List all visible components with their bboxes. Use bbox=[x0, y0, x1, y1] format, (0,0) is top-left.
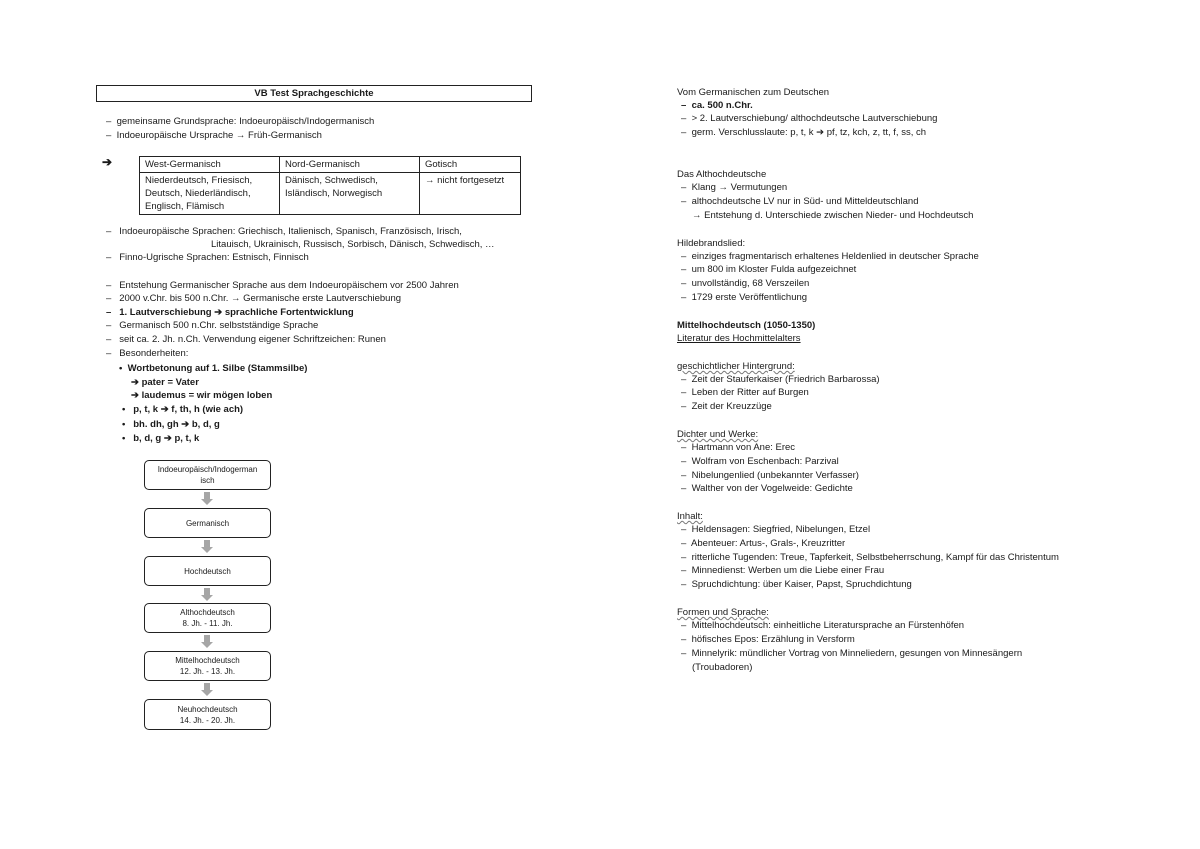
list-item: – unvollständig, 68 Verszeilen bbox=[681, 278, 810, 289]
list-item: – einziges fragmentarisch erhaltenes Heldenlied in deutscher Sprache bbox=[681, 251, 979, 262]
sub-list-item: • bh. dh, gh ➔ b, d, g bbox=[122, 419, 220, 430]
list-item: – Indoeuropäische Sprachen: Griechisch, Italienisch, Spanisch, Französisch, Irisch, bbox=[106, 226, 462, 237]
list-item-continuation: Litauisch, Ukrainisch, Russisch, Sorbisch, Dänisch, Schwedisch, … bbox=[211, 239, 495, 250]
list-item: – Zeit der Kreuzzüge bbox=[681, 401, 772, 412]
list-item: – Walther von der Vogelweide: Gedichte bbox=[681, 483, 853, 494]
list-item-continuation: → Entstehung d. Unterschiede zwischen Nieder- und Hochdeutsch bbox=[692, 210, 974, 221]
sub-list-item: • p, t, k ➔ f, th, h (wie ach) bbox=[122, 404, 244, 415]
table-cell: → nicht fortgesetzt bbox=[420, 173, 521, 215]
flow-arrow-icon bbox=[201, 540, 213, 553]
list-item: – Spruchdichtung: über Kaiser, Papst, Spruchdichtung bbox=[681, 579, 912, 590]
flow-arrow-icon bbox=[201, 492, 213, 505]
section-subheading: Literatur des Hochmittelalters bbox=[677, 333, 801, 344]
table-header: Gotisch bbox=[420, 157, 521, 173]
sub-list-item: ➔ laudemus = wir mögen loben bbox=[131, 390, 273, 401]
list-item: – germ. Verschlusslaute: p, t, k ➔ pf, tz, kch, z, tt, f, ss, ch bbox=[681, 127, 927, 138]
document-title: VB Test Sprachgeschichte bbox=[96, 85, 532, 102]
list-item: – Mittelhochdeutsch: einheitliche Literatursprache an Fürstenhöfen bbox=[681, 620, 965, 631]
flow-box-label: Germanisch bbox=[185, 518, 230, 528]
sub-list-item: • b, d, g ➔ p, t, k bbox=[122, 433, 200, 444]
list-item: – seit ca. 2. Jh. n.Ch. Verwendung eigener Schriftzeichen: Runen bbox=[106, 334, 386, 345]
list-item: – althochdeutsche LV nur in Süd- und Mitteldeutschland bbox=[681, 196, 919, 207]
section-heading: Das Althochdeutsche bbox=[677, 169, 767, 180]
flow-box-label: 14. Jh. - 20. Jh. bbox=[179, 715, 236, 725]
flow-box-label: Neuhochdeutsch bbox=[177, 704, 238, 714]
list-item: – Minnedienst: Werben um die Liebe einer Frau bbox=[681, 565, 885, 576]
section-heading: Dichter und Werke: bbox=[677, 429, 759, 440]
list-item: – ca. 500 n.Chr. bbox=[681, 100, 753, 111]
list-item: – Germanisch 500 n.Chr. selbstständige Sprache bbox=[106, 320, 319, 331]
sub-list-item: • Wortbetonung auf 1. Silbe (Stammsilbe) bbox=[119, 363, 308, 374]
table-cell: Niederdeutsch, Friesisch, Deutsch, Niederländisch, Englisch, Flämisch bbox=[140, 173, 280, 215]
section-heading: Vom Germanischen zum Deutschen bbox=[677, 87, 830, 98]
sub-list-item: ➔ pater = Vater bbox=[131, 377, 199, 388]
list-item: – Leben der Ritter auf Burgen bbox=[681, 387, 809, 398]
list-item: – Minnelyrik: mündlicher Vortrag von Minneliedern, gesungen von Minnesängern bbox=[681, 648, 1023, 659]
flow-box-label: Mittelhochdeutsch bbox=[175, 656, 240, 665]
flow-box-neuhochdeutsch bbox=[144, 699, 271, 730]
list-item: – Finno-Ugrische Sprachen: Estnisch, Finnisch bbox=[106, 252, 309, 263]
list-item: – 2000 v.Chr. bis 500 n.Chr. → Germanische erste Lautverschiebung bbox=[106, 293, 402, 304]
flow-box-label: 8. Jh. - 11. Jh. bbox=[182, 619, 233, 628]
section-heading: geschichtlicher Hintergrund: bbox=[677, 361, 795, 372]
language-table bbox=[139, 156, 521, 215]
list-item: – Entstehung Germanischer Sprache aus dem Indoeuropäischem vor 2500 Jahren bbox=[106, 280, 459, 291]
list-item: – Besonderheiten: bbox=[106, 348, 189, 359]
list-item: – > 2. Lautverschiebung/ althochdeutsche Lautverschiebung bbox=[681, 113, 938, 124]
list-item: – Zeit der Stauferkaiser (Friedrich Barbarossa) bbox=[681, 374, 880, 385]
section-heading: Mittelhochdeutsch (1050-1350) bbox=[677, 320, 816, 331]
flow-box-label: Althochdeutsch bbox=[180, 608, 235, 617]
list-item: – Klang → Vermutungen bbox=[681, 182, 788, 193]
list-item: – Hartmann von Ane: Erec bbox=[681, 442, 796, 453]
flow-box-germanisch bbox=[144, 508, 271, 538]
section-heading: Formen und Sprache: bbox=[677, 607, 769, 618]
list-item: – 1. Lautverschiebung ➔ sprachliche Fortentwicklung bbox=[106, 307, 354, 318]
table-cell: Dänisch, Schwedisch, Isländisch, Norwegisch bbox=[280, 173, 420, 215]
list-item: – ritterliche Tugenden: Treue, Tapferkeit, Selbstbeherrschung, Kampf für das Christentum bbox=[681, 552, 1059, 563]
table-header: Nord-Germanisch bbox=[280, 157, 420, 173]
flow-arrow-icon bbox=[201, 635, 213, 648]
section-heading: Hildebrandslied: bbox=[677, 238, 746, 249]
flow-box-hochdeutsch bbox=[144, 556, 271, 586]
list-item: – Nibelungenlied (unbekannter Verfasser) bbox=[681, 470, 859, 481]
list-item: – gemeinsame Grundsprache: Indoeuropäisch/Indogermanisch bbox=[106, 116, 375, 127]
table-arrow-icon: ➔ bbox=[102, 155, 113, 169]
flow-arrow-icon bbox=[201, 588, 213, 601]
list-item: – Indoeuropäische Ursprache → Früh-Germanisch bbox=[106, 130, 322, 141]
flow-arrow-icon bbox=[201, 683, 213, 696]
flow-box-label: Indoeuropäisch/Indogerman bbox=[157, 465, 258, 474]
list-item: – Abenteuer: Artus-, Grals-, Kreuzritter bbox=[681, 538, 846, 549]
list-item: – 1729 erste Veröffentlichung bbox=[681, 292, 808, 303]
flow-box-label: Hochdeutsch bbox=[184, 566, 231, 576]
list-item: – um 800 im Kloster Fulda aufgezeichnet bbox=[681, 264, 857, 275]
section-heading: Inhalt: bbox=[677, 511, 703, 522]
flow-box-althochdeutsch bbox=[144, 603, 271, 633]
list-item: – höfisches Epos: Erzählung in Versform bbox=[681, 634, 855, 645]
flow-box-indoeuropaeisch bbox=[144, 460, 271, 490]
flow-box-label: isch bbox=[200, 476, 215, 485]
table-header: West-Germanisch bbox=[140, 157, 280, 173]
list-item-continuation: (Troubadoren) bbox=[692, 662, 753, 673]
list-item: – Heldensagen: Siegfried, Nibelungen, Etzel bbox=[681, 524, 871, 535]
flow-box-label: 12. Jh. - 13. Jh. bbox=[179, 667, 236, 676]
flow-box-mittelhochdeutsch bbox=[144, 651, 271, 681]
list-item: – Wolfram von Eschenbach: Parzival bbox=[681, 456, 839, 467]
